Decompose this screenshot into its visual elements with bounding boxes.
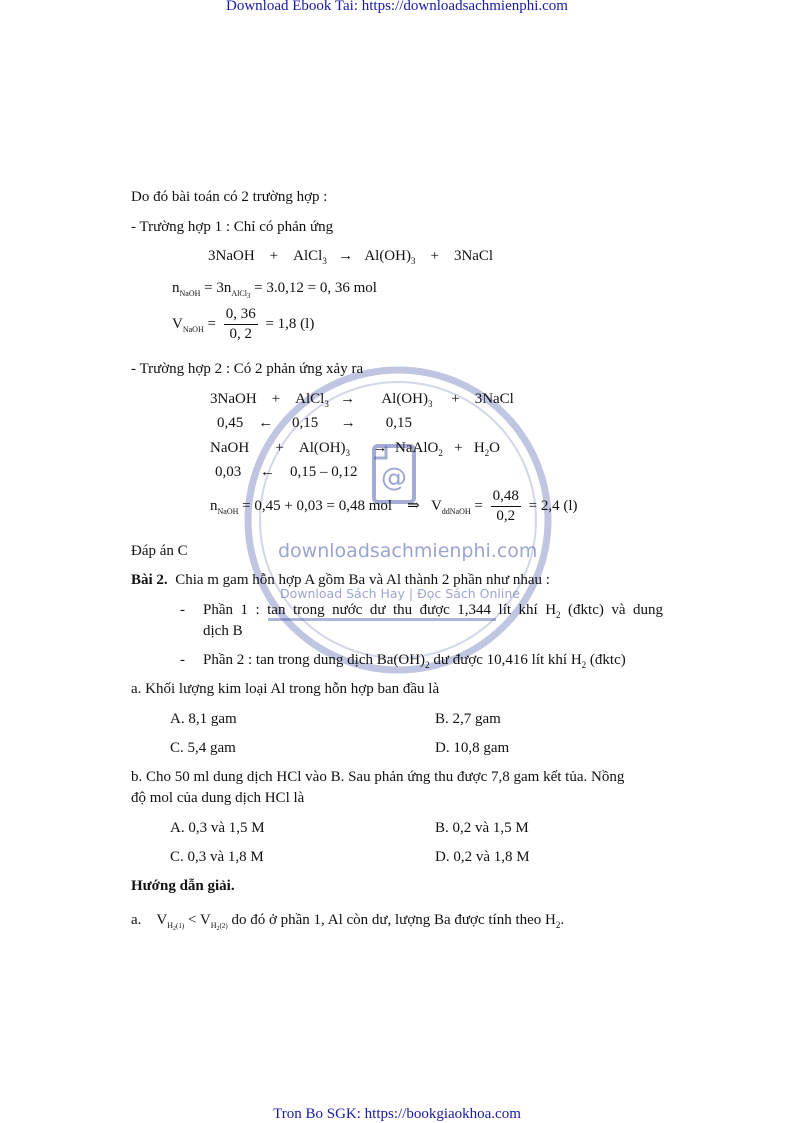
- question-b-line-1: b. Cho 50 ml dung dịch HCl vào B. Sau phản ứng thu được 7,8 gam kết tủa. Nồng: [131, 769, 625, 785]
- qa-option-a: A. 8,1 gam: [170, 711, 237, 727]
- solution-title: Hướng dẫn giải.: [131, 878, 235, 894]
- qa-option-d: D. 10,8 gam: [435, 740, 510, 756]
- answer-text: Đáp án C: [131, 543, 188, 559]
- case2-heading: - Trường hợp 2 : Có 2 phản ứng xảy ra: [131, 361, 364, 377]
- footer-link[interactable]: Tron Bo SGK: https://bookgiaokhoa.com: [273, 1106, 521, 1122]
- case1-reaction: 3NaOH + AlCl$_3$ → $Al(OH)_3$ + 3NaCl: [208, 248, 494, 266]
- qb-option-b: B. 0,2 và 1,5 M: [435, 820, 529, 836]
- svg-text:@: @: [381, 463, 407, 493]
- qa-option-b: B. 2,7 gam: [435, 711, 501, 727]
- header-link[interactable]: Download Ebook Tai: https://downloadsachmienphi.com: [226, 0, 568, 14]
- case2-reaction-1-moles: 0,45 ← 0,15 → 0,15: [217, 415, 412, 431]
- part-1-line-2: dịch B: [203, 623, 243, 639]
- watermark-tagline: Download Sách Hay | Đọc Sách Online: [280, 586, 520, 601]
- case1-heading: - Trường hợp 1 : Chỉ có phản ứng: [131, 219, 334, 235]
- part-2-line: Phần 2 : tan trong dung dịch $Ba(OH)_2$ dư được 10,416 lít khí $H_2$ (đktc): [203, 652, 626, 670]
- intro-text: Do đó bài toán có 2 trường hợp :: [131, 189, 328, 205]
- question-b-line-2: độ mol của dung dịch HCl là: [131, 790, 305, 806]
- fraction: $\frac{0, 36}{0, 2}$: [225, 306, 256, 342]
- part-1-dash: -: [180, 602, 185, 618]
- fraction: $\frac{0,48}{0,2}$: [492, 488, 519, 524]
- solution-a-line: a. $V_{H2(1)} < V_{H2(2)}$ do đó ở phần 1, Al còn dư, lượng Ba được tính theo $H_2$.: [131, 912, 565, 932]
- qb-option-d: D. 0,2 và 1,8 M: [435, 849, 530, 865]
- qb-option-a: A. 0,3 và 1,5 M: [170, 820, 265, 836]
- case2-reaction-2: NaOH + $Al(OH)_3$ → NaAlO$_2$ + $H_2O$: [210, 440, 501, 458]
- case2-reaction-1: 3NaOH + AlCl$_3$ → $Al(OH)_3$ + 3NaCl: [210, 391, 514, 409]
- case1-n-line: $n_{NaOH} = 3n_{AlCl3} = 3.0,12 = 0$, 36 mol: [172, 280, 377, 300]
- watermark-site: downloadsachmienphi.com: [278, 540, 538, 562]
- case1-v-line: $V_{NaOH}$ = $\frac{0, 36}{0, 2}$ = 1,8 (l): [172, 306, 315, 342]
- question-a: a. Khối lượng kim loại Al trong hỗn hợp ban đầu là: [131, 681, 440, 697]
- case2-reaction-2-moles: 0,03 ← 0,15 – 0,12: [215, 464, 358, 480]
- qa-option-c: C. 5,4 gam: [170, 740, 236, 756]
- qb-option-c: C. 0,3 và 1,8 M: [170, 849, 264, 865]
- case2-sum-line: $n_{NaOH} = 0,45 + 0,03 = 0,48$ mol ⇒ $V_{ddNaOH}$ = $\frac{0,48}{0,2}$ = 2,4 (l): [210, 488, 578, 524]
- part-2-dash: -: [180, 652, 185, 668]
- problem-2-statement: Bài 2. Chia m gam hỗn hợp A gồm Ba và Al thành 2 phần như nhau :: [131, 572, 550, 588]
- part-1-line-1: Phần 1 : tan trong nước dư thu được 1,344 lít khí $H_2$ (đktc) và dung: [203, 602, 663, 620]
